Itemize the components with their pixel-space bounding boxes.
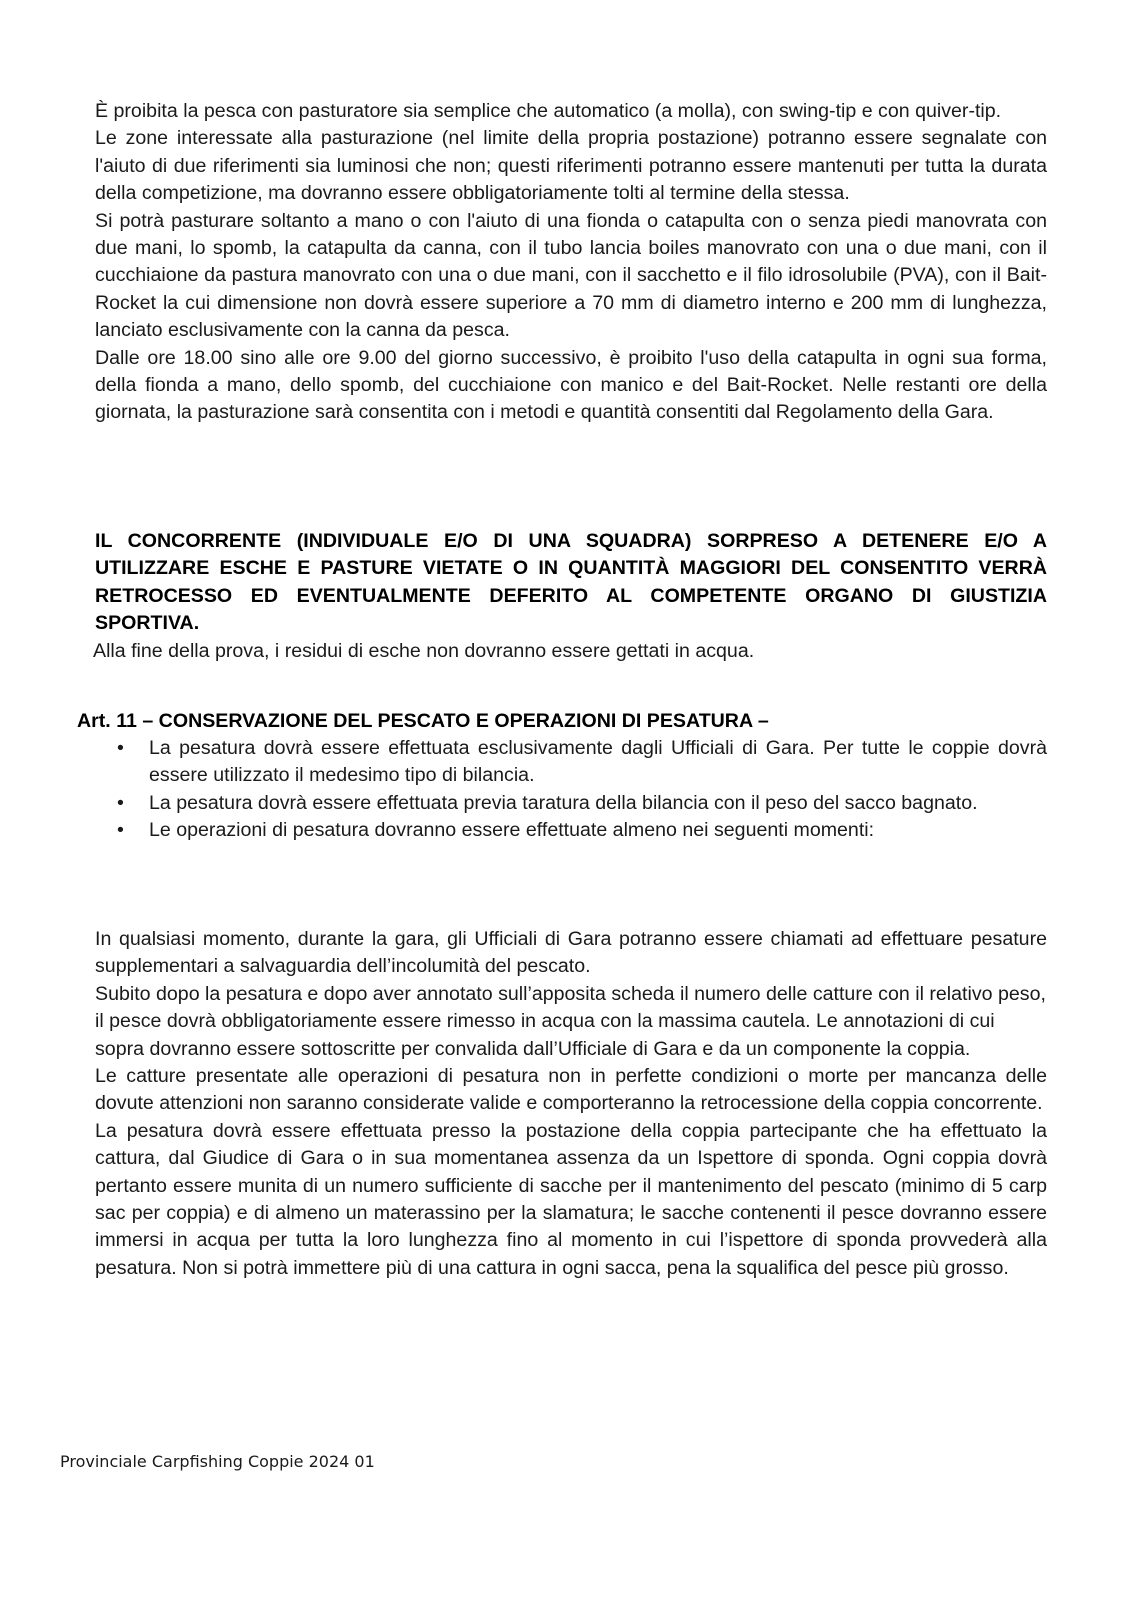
paragraph-bait-disposal: Alla fine della prova, i residui di esche non dovranno essere gettati in acqua. bbox=[93, 640, 755, 662]
paragraph-night-restrictions: Dalle ore 18.00 sino alle ore 9.00 del giorno successivo, è proibito l'uso della catapulta in ogni sua forma, della fionda a mano, dello spomb, del cucchiaione con manico e del Bait-Rocket. Nelle restanti ore della giornata, la pasturazione sarà consentita con i metodi e quantità consentiti dal Regolamento della Gara. bbox=[95, 346, 1047, 424]
list-item-text: La pesatura dovrà essere effettuata esclusivamente dagli Ufficiali di Gara. Per tutte le coppie dovrà essere utilizzato il medesimo tipo di bilancia. bbox=[149, 737, 1047, 787]
list-item-text: Le operazioni di pesatura dovranno essere effettuate almeno nei seguenti momenti: bbox=[149, 819, 875, 842]
article-11-heading: Art. 11 – CONSERVAZIONE DEL PESCATO E OPERAZIONI DI PESATURA – bbox=[77, 710, 769, 732]
weighing-rules-list bbox=[95, 735, 1047, 845]
paragraph-baiting-methods: Si potrà pasturare soltanto a mano o con l'aiuto di una fionda o catapulta con o senza piedi manovrata con due mani, lo spomb, la catapulta da canna, con il tubo lancia boiles manovrato con una o due mani, con il cucchiaione da pastura manovrato con una o due mani, con il sacchetto e il filo idrosolubile (PVA), con il Bait-Rocket la cui dimensione non dovrà essere superiore a 70 mm di diametro interno e 200 mm di lunghezza, lanciato esclusivamente con la canna da pesca. bbox=[95, 209, 1047, 342]
page-footer: Provinciale Carpfishing Coppie 2024 01 bbox=[60, 1452, 375, 1471]
paragraph-release-procedure: Subito dopo la pesatura e dopo aver annotato sull’apposita scheda il numero delle catture con il relativo peso, il pesce dovrà obbligatoriamente essere rimesso in acqua con la massima cautela. Le annotazioni di cui sopra dovranno essere sottoscritte per convalida dall’Ufficiale di Gara e da un componente la coppia. bbox=[95, 982, 1046, 1060]
weighing-details-section bbox=[95, 926, 1047, 1282]
list-item-text: La pesatura dovrà essere effettuata previa taratura della bilancia con il peso del sacco bagnato. bbox=[149, 791, 978, 814]
paragraph-invalid-catches: Le catture presentate alle operazioni di pesatura non in perfette condizioni o morte per mancanza delle dovute attenzioni non saranno considerate valide e comporteranno la retrocessione della coppia concorrente. bbox=[95, 1065, 1047, 1115]
paragraph-extra-weighings: In qualsiasi momento, durante la gara, gli Ufficiali di Gara potranno essere chiamati ad effettuare pesature supplementari a salvaguardia dell’incolumità del pescato. bbox=[95, 928, 1047, 978]
groundbait-rules-section bbox=[95, 98, 1047, 427]
list-item bbox=[95, 790, 1047, 817]
list-item bbox=[95, 735, 1047, 790]
paragraph-weighing-location: La pesatura dovrà essere effettuata presso la postazione della coppia partecipante che ha effettuato la cattura, dal Giudice di Gara o in sua momentanea assenza da un Ispettore di sponda. Ogni coppia dovrà pertanto essere munita di un numero sufficiente di sacche per il mantenimento del pescato (minimo di 5 carp sac per coppia) e di almeno un materassino per la slamatura; le sacche contenenti il pesce dovranno essere immersi in acqua per tutta la loro lunghezza fino al momento in cui l’ispettore di sponda provvederà alla pesatura. Non si potrà immettere più di una cattura in ogni sacca, pena la squalifica del pesce più grosso. bbox=[95, 1119, 1047, 1279]
bullet-marker: • bbox=[117, 791, 124, 814]
bullet-marker: • bbox=[117, 737, 124, 759]
warning-paragraph: IL CONCORRENTE (INDIVIDUALE E/O DI UNA SQUADRA) SORPRESO A DETENERE E/O A UTILIZZARE ESCHE E PASTURE VIETATE O IN QUANTITÀ MAGGIORI DEL CONSENTITO VERRÀ RETROCESSO ED EVENTUALMENTE DEFERITO AL COMPETENTE ORGANO DI GIUSTIZIA SPORTIVA. bbox=[95, 530, 1047, 635]
paragraph-baiting-markers: Le zone interessate alla pasturazione (nel limite della propria postazione) potranno essere segnalate con l'aiuto di due riferimenti sia luminosi che non; questi riferimenti potranno essere mantenuti per tutta la durata della competizione, ma dovranno essere obbligatoriamente tolti al termine della stessa. bbox=[95, 127, 1047, 205]
paragraph-feeder-ban: È proibita la pesca con pasturatore sia semplice che automatico (a molla), con swing-tip e con quiver-tip. bbox=[95, 100, 1002, 122]
list-item bbox=[95, 817, 1047, 844]
bullet-marker: • bbox=[117, 819, 124, 842]
